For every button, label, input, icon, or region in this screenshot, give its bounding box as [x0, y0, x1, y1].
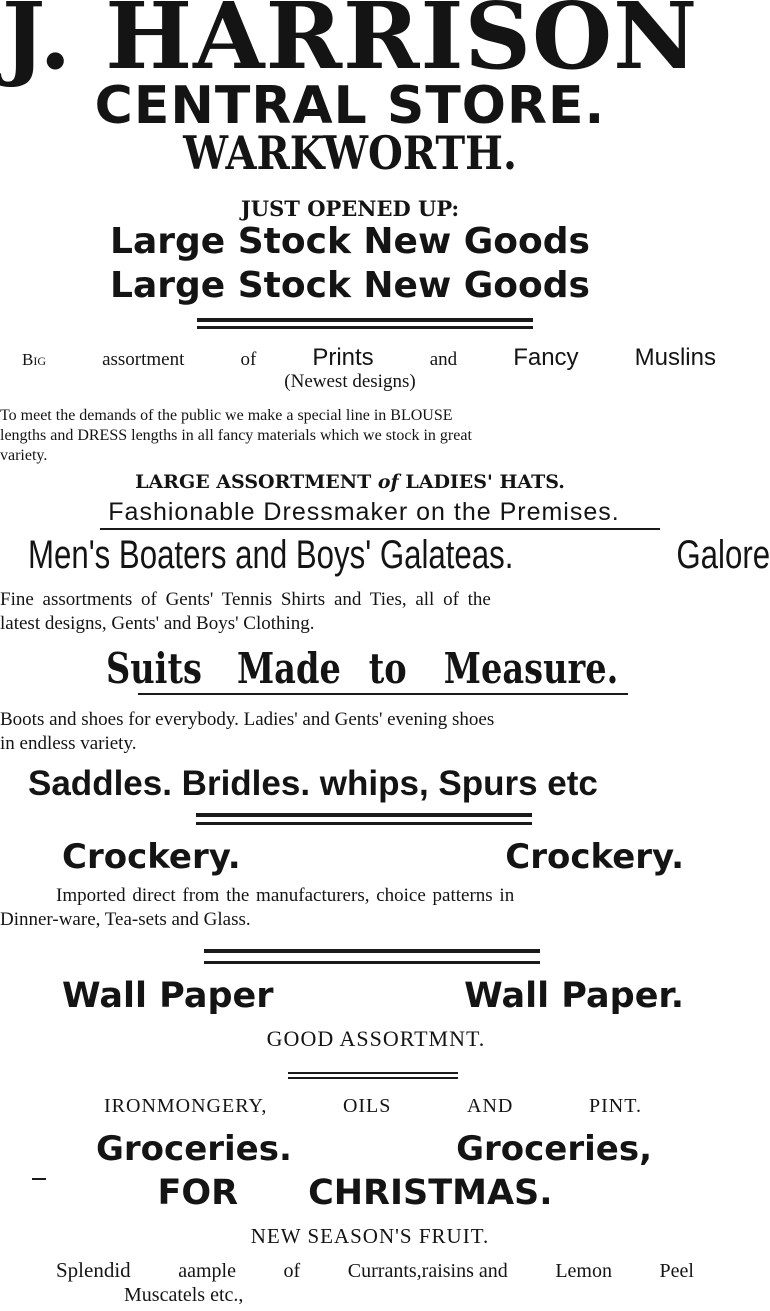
- headline-2-text: Large Stock New Goods: [110, 265, 590, 306]
- gents-line-1: Fine assortments of Gents' Tennis Shirts and Ties, all of the: [0, 589, 491, 610]
- suits-word-3: Measure.: [443, 644, 619, 693]
- crockery-line-2: Dinner-ware, Tea-sets and Glass.: [0, 909, 251, 930]
- masthead-store-text: CENTRAL STORE.: [94, 76, 606, 136]
- fruit-word-0: Splendid: [56, 1258, 131, 1282]
- divider-5a: [204, 949, 540, 953]
- saddles-line: [28, 762, 748, 806]
- blouse-para: [0, 406, 720, 466]
- divider-2: [100, 528, 660, 530]
- groceries-right: Groceries,: [456, 1129, 652, 1169]
- boaters-left: Men's Boaters and Boys' Galateas.: [28, 533, 514, 577]
- masthead-town: [0, 126, 700, 181]
- gents-line-2: latest designs, Gents' and Boys' Clothing.: [0, 613, 315, 634]
- divider-6b: [288, 1077, 458, 1079]
- christmas-for: FOR: [157, 1173, 239, 1213]
- fruit-word-5: Peel: [659, 1260, 694, 1282]
- fruit-word-1: aample: [178, 1260, 236, 1282]
- hats-of: of: [377, 471, 399, 493]
- dressmaker-text: Fashionable Dressmaker on the Premises.: [108, 498, 620, 526]
- prints-word-5: Fancy: [513, 344, 579, 371]
- hats-tail: LADIES' HATS.: [405, 471, 565, 493]
- hats-line: [0, 470, 700, 494]
- prints-line: [0, 346, 716, 372]
- groceries-line: [0, 1126, 700, 1172]
- blouse-line-1: To meet the demands of the public we make a special line in BLOUSE: [0, 407, 453, 424]
- masthead-town-text: WARKWORTH.: [183, 126, 517, 181]
- headline-1-text: Large Stock New Goods: [110, 221, 590, 262]
- headline-1: [0, 220, 700, 264]
- suits-line: [0, 644, 700, 694]
- divider-1b: [197, 326, 533, 329]
- prints-sub: [0, 370, 700, 394]
- fruit-line-2: [124, 1283, 524, 1307]
- gents-para: [0, 588, 720, 636]
- boots-line-1: Boots and shoes for everybody. Ladies' and Gents' evening shoes: [0, 709, 495, 730]
- prints-word-1: assortment: [102, 349, 185, 370]
- divider-6a: [288, 1072, 458, 1074]
- divider-4b: [196, 822, 532, 825]
- saddles-text: Saddles. Bridles. whips, Spurs etc: [28, 764, 598, 803]
- prints-word-6: Muslins: [634, 344, 716, 371]
- ironmongery-line: [0, 1093, 700, 1119]
- hats-lead: LARGE ASSORTMENT: [135, 471, 372, 493]
- crockery-right: Crockery.: [505, 837, 684, 877]
- divider-1a: [197, 318, 533, 322]
- suits-word-2: to: [368, 644, 407, 693]
- fruit-line-1: [0, 1258, 700, 1283]
- headline-2: [0, 264, 700, 308]
- boots-line-2: in endless variety.: [0, 733, 137, 754]
- opening-intro-text: JUST OPENED UP:: [240, 196, 460, 221]
- ironmongery-word-2: AND: [467, 1095, 514, 1117]
- wallpaper-sub-text: GOOD ASSORTMNT.: [266, 1026, 486, 1051]
- groceries-left: Groceries.: [96, 1129, 292, 1169]
- wallpaper-sub: [26, 1024, 726, 1054]
- fruit-word-3: Currants,raisins and: [347, 1260, 508, 1282]
- wallpaper-line: [0, 970, 700, 1022]
- fruit-word-2: of: [283, 1260, 301, 1282]
- suits-word-0: Suits: [105, 644, 202, 693]
- blouse-line-2: lengths and DRESS lengths in all fancy materials which we stock in great: [0, 427, 472, 444]
- crockery-line-1: Imported direct from the manufacturers, choice patterns in: [56, 885, 515, 906]
- opening-intro: [0, 196, 700, 222]
- wallpaper-left: Wall Paper: [62, 976, 274, 1016]
- crockery-para: [0, 884, 720, 932]
- crockery-left: Crockery.: [62, 837, 241, 877]
- ironmongery-word-1: OILS: [342, 1095, 392, 1117]
- blouse-line-3: variety.: [0, 447, 48, 464]
- prints-word-0: Big: [22, 350, 47, 369]
- suits-word-1: Made: [237, 644, 341, 693]
- boaters-right: Galore: [676, 533, 770, 577]
- wallpaper-right: Wall Paper.: [464, 976, 684, 1016]
- dressmaker-line: [14, 497, 714, 527]
- divider-5b: [204, 961, 540, 964]
- boaters-line: [0, 532, 770, 578]
- prints-word-3: Prints: [312, 344, 374, 371]
- prints-word-4: and: [429, 349, 458, 370]
- masthead-name: [0, 0, 700, 90]
- fruit-heading: [20, 1222, 720, 1250]
- divider-4a: [196, 813, 532, 817]
- fruit-word-4: Lemon: [555, 1260, 612, 1282]
- fruit-line-2-text: Muscatels etc.,: [124, 1284, 244, 1306]
- divider-3: [138, 693, 628, 695]
- prints-word-2: of: [240, 349, 257, 370]
- masthead-name-text: J. HARRISON: [1, 0, 699, 90]
- ironmongery-word-0: IRONMONGERY,: [104, 1095, 268, 1117]
- christmas-line: [0, 1168, 700, 1218]
- prints-sub-text: (Newest designs): [284, 371, 416, 392]
- fruit-heading-text: NEW SEASON'S FRUIT.: [250, 1224, 490, 1248]
- ironmongery-word-3: PINT.: [589, 1095, 642, 1117]
- christmas-word: CHRISTMAS.: [308, 1173, 553, 1213]
- boots-para: [0, 708, 720, 756]
- crockery-line: [0, 830, 700, 884]
